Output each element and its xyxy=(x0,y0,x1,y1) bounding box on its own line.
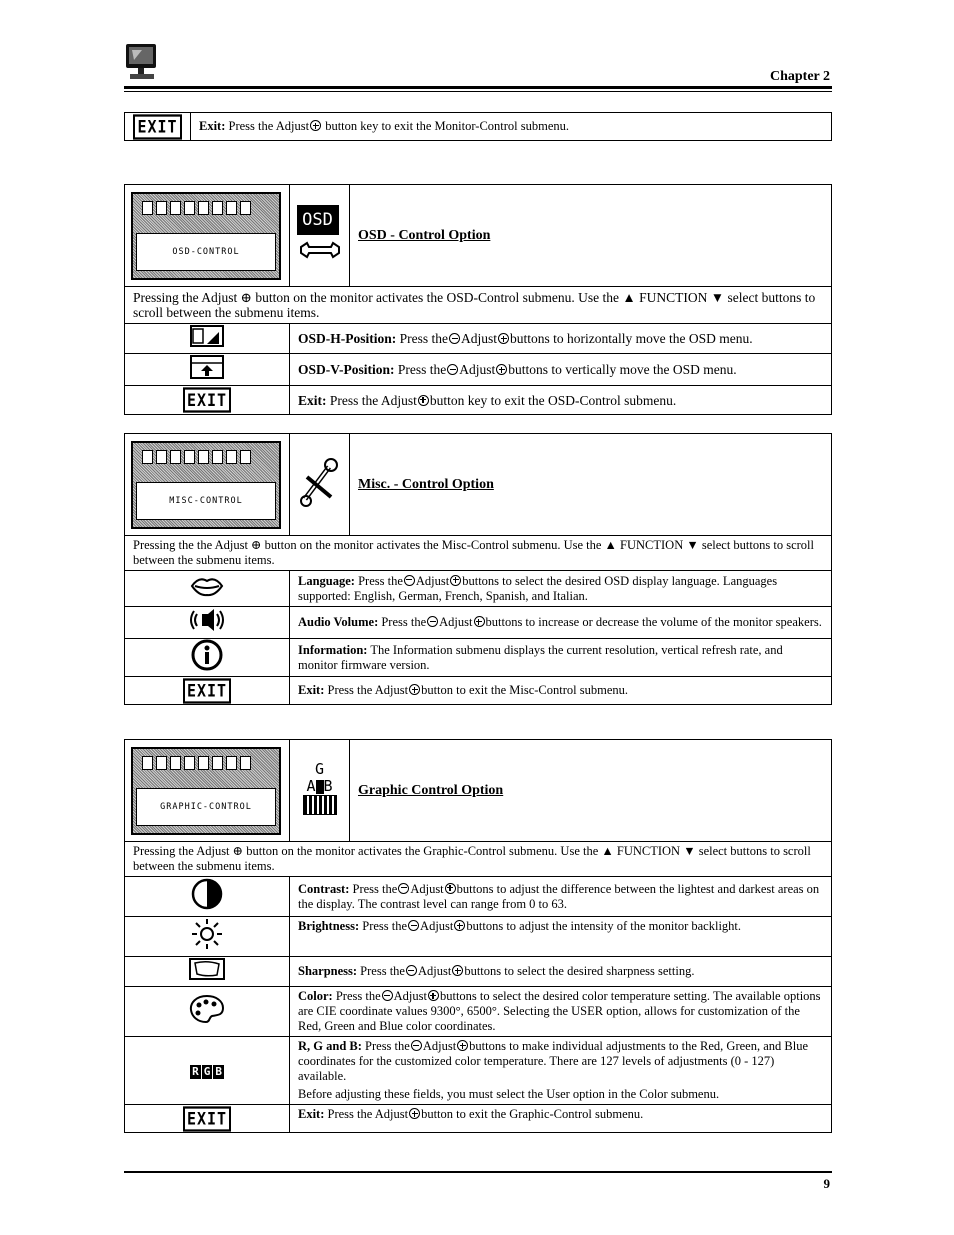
graphic-rgb-row: R G B R, G and B: Press the Adjust buttons to make individual adjustments to the Red, Green, and Blue coordinates for the customized color temperature. There are 127 levels of adjustments (0 - 127) available. Before adjusting these fields, you must select the User option in the Color submenu. xyxy=(125,1037,832,1105)
brightness-label: Brightness: xyxy=(298,919,360,933)
graphic-sharpness-row: Sharpness: Press the Adjust buttons to select the desired sharpness setting. xyxy=(125,957,832,987)
graphic-exit-row: EXIT Exit: Press the Adjust button to exit the Graphic-Control submenu. xyxy=(125,1105,832,1133)
monitor-exit-table xyxy=(124,112,832,141)
adjust-minus-icon xyxy=(408,920,419,931)
adjust-minus-icon xyxy=(427,616,438,627)
misc-exit-row: EXIT Exit: Press the Adjust button to exit the Misc-Control submenu. xyxy=(125,677,832,705)
wrench-icon xyxy=(297,239,343,261)
osd-h-row: OSD-H-Position: Press the Adjust buttons to horizontally move the OSD menu. xyxy=(125,324,832,354)
misc-intro: Pressing the the Adjust ⊕ button on the monitor activates the Misc-Control submenu. Use the ▲ FUNCTION ▼ select buttons to scroll between the submenu items. xyxy=(125,536,832,571)
osd-intro-row xyxy=(125,287,832,324)
contrast-icon xyxy=(190,877,224,911)
color-label: Color: xyxy=(298,989,333,1003)
adjust-plus-icon xyxy=(496,364,507,375)
exit-label: Exit: xyxy=(199,119,226,133)
adjust-minus-icon xyxy=(411,1040,422,1051)
misc-control-table xyxy=(124,433,832,705)
adjust-plus-icon xyxy=(445,883,456,894)
osd-menu-screenshot xyxy=(131,192,281,280)
brightness-icon xyxy=(189,917,225,951)
menu-icon-bar xyxy=(136,752,276,774)
adjust-minus-icon xyxy=(404,575,415,586)
contrast-label: Contrast: xyxy=(298,881,350,896)
exit-text-post: button key to exit the Monitor-Control submenu. xyxy=(325,119,570,133)
adjust-plus-icon xyxy=(454,920,465,931)
osd-v-row: OSD-V-Position: Press the Adjust buttons to vertically move the OSD menu. xyxy=(125,354,832,386)
screen-label: OSD-CONTROL xyxy=(136,233,276,271)
information-label: Information: xyxy=(298,642,368,657)
graphic-color-row: Color: Press the Adjust buttons to select the desired color temperature setting. The available options are CIE coordinate values 9300°, 6500°. Selecting the USER option, allows for customization of the Red, Green and Blue color coordinates. xyxy=(125,987,832,1037)
misc-intro-row xyxy=(125,536,832,571)
chapter-heading: Chapter 2 xyxy=(769,69,830,84)
osd-v-label: OSD-V-Position: xyxy=(298,362,395,377)
adjust-minus-icon xyxy=(398,883,409,894)
adjust-plus-icon xyxy=(409,684,420,695)
misc-menu-screenshot xyxy=(131,441,281,529)
graphic-header-row xyxy=(125,740,832,842)
exit-text-pre: Press the Adjust xyxy=(228,119,310,133)
vertical-position-icon xyxy=(189,354,225,380)
adjust-minus-icon xyxy=(382,990,393,1001)
exit-label: Exit: xyxy=(298,1107,325,1121)
osd-control-table xyxy=(124,184,832,415)
exit-icon: EXIT xyxy=(183,387,231,412)
osd-exit-row: EXIT Exit: Press the Adjust button key to exit the OSD-Control submenu. xyxy=(125,386,832,415)
gab-glyph-icon: G A B xyxy=(303,761,337,819)
monitor-exit-row xyxy=(125,113,832,141)
palette-icon xyxy=(188,993,226,1025)
adjust-plus-icon xyxy=(498,333,509,344)
monitor-logo-icon xyxy=(124,42,160,87)
horizontal-position-icon xyxy=(189,324,225,348)
adjust-minus-icon xyxy=(449,333,460,344)
osd-glyph-icon: OSD xyxy=(297,205,343,266)
osd-intro: Pressing the Adjust ⊕ button on the monitor activates the OSD-Control submenu. Use the ▲ FUNCTION ▼ select buttons to scroll between the submenu items. xyxy=(125,287,832,324)
adjust-plus-icon xyxy=(310,120,321,131)
osd-title: OSD - Control Option xyxy=(350,185,832,287)
graphic-intro-row xyxy=(125,842,832,877)
graphic-intro: Pressing the Adjust ⊕ button on the monitor activates the Graphic-Control submenu. Use the ▲ FUNCTION ▼ select buttons to scroll between the submenu items. xyxy=(125,842,832,877)
misc-audio-row: Audio Volume: Press the Adjust buttons to increase or decrease the volume of the monitor speakers. xyxy=(125,607,832,639)
information-icon xyxy=(189,639,225,671)
sharpness-label: Sharpness: xyxy=(298,964,358,978)
screen-label: MISC-CONTROL xyxy=(136,482,276,520)
graphic-control-table xyxy=(124,739,832,1133)
graphic-menu-screenshot xyxy=(131,747,281,835)
osd-header-row xyxy=(125,185,832,287)
adjust-plus-icon xyxy=(450,575,461,586)
exit-icon: EXIT xyxy=(183,678,231,703)
misc-header-row xyxy=(125,434,832,536)
header-rule-thick xyxy=(124,86,832,89)
rgb-note: Before adjusting these fields, you must select the User option in the Color submenu. xyxy=(298,1087,720,1101)
graphic-contrast-row: Contrast: Press the Adjust buttons to adjust the difference between the lightest and darkest areas on the display. The contrast level can range from 0 to 63. xyxy=(125,877,832,917)
exit-label: Exit: xyxy=(298,392,327,408)
exit-label: Exit: xyxy=(298,683,325,697)
misc-information-row: Information: The Information submenu displays the current resolution, vertical refresh rate, and monitor firmware version. xyxy=(125,639,832,677)
adjust-plus-icon xyxy=(409,1108,420,1119)
tools-icon xyxy=(297,457,343,507)
exit-icon: EXIT xyxy=(133,114,181,139)
menu-icon-bar xyxy=(136,197,276,219)
speaker-icon xyxy=(187,607,227,633)
menu-icon-bar xyxy=(136,446,276,468)
adjust-minus-icon xyxy=(406,965,417,976)
adjust-minus-icon xyxy=(447,364,458,375)
audio-label: Audio Volume: xyxy=(298,615,379,629)
osd-h-label: OSD-H-Position: xyxy=(298,331,397,346)
header-rule-thin xyxy=(124,91,832,92)
rgb-icon: R G B xyxy=(192,1064,222,1078)
rgb-label: R, G and B: xyxy=(298,1039,362,1053)
misc-language-row: Language: Press the Adjust buttons to select the desired OSD display language. Languages supported: English, German, French, Spanish, and Italian. xyxy=(125,571,832,607)
graphic-brightness-row: Brightness: Press the Adjust buttons to adjust the intensity of the monitor backlight. xyxy=(125,917,832,957)
exit-icon: EXIT xyxy=(183,1106,231,1131)
graphic-title: Graphic Control Option xyxy=(350,740,832,842)
misc-title: Misc. - Control Option xyxy=(350,434,832,536)
language-label: Language: xyxy=(298,573,355,588)
sharpness-icon xyxy=(188,957,226,981)
page-number: 9 xyxy=(823,1176,830,1191)
screen-label: GRAPHIC-CONTROL xyxy=(136,788,276,826)
adjust-plus-icon xyxy=(474,616,485,627)
adjust-plus-icon xyxy=(457,1040,468,1051)
adjust-plus-icon xyxy=(452,965,463,976)
adjust-plus-icon xyxy=(428,990,439,1001)
footer-rule xyxy=(124,1171,832,1173)
adjust-plus-icon xyxy=(418,395,429,406)
lips-icon xyxy=(189,573,225,599)
